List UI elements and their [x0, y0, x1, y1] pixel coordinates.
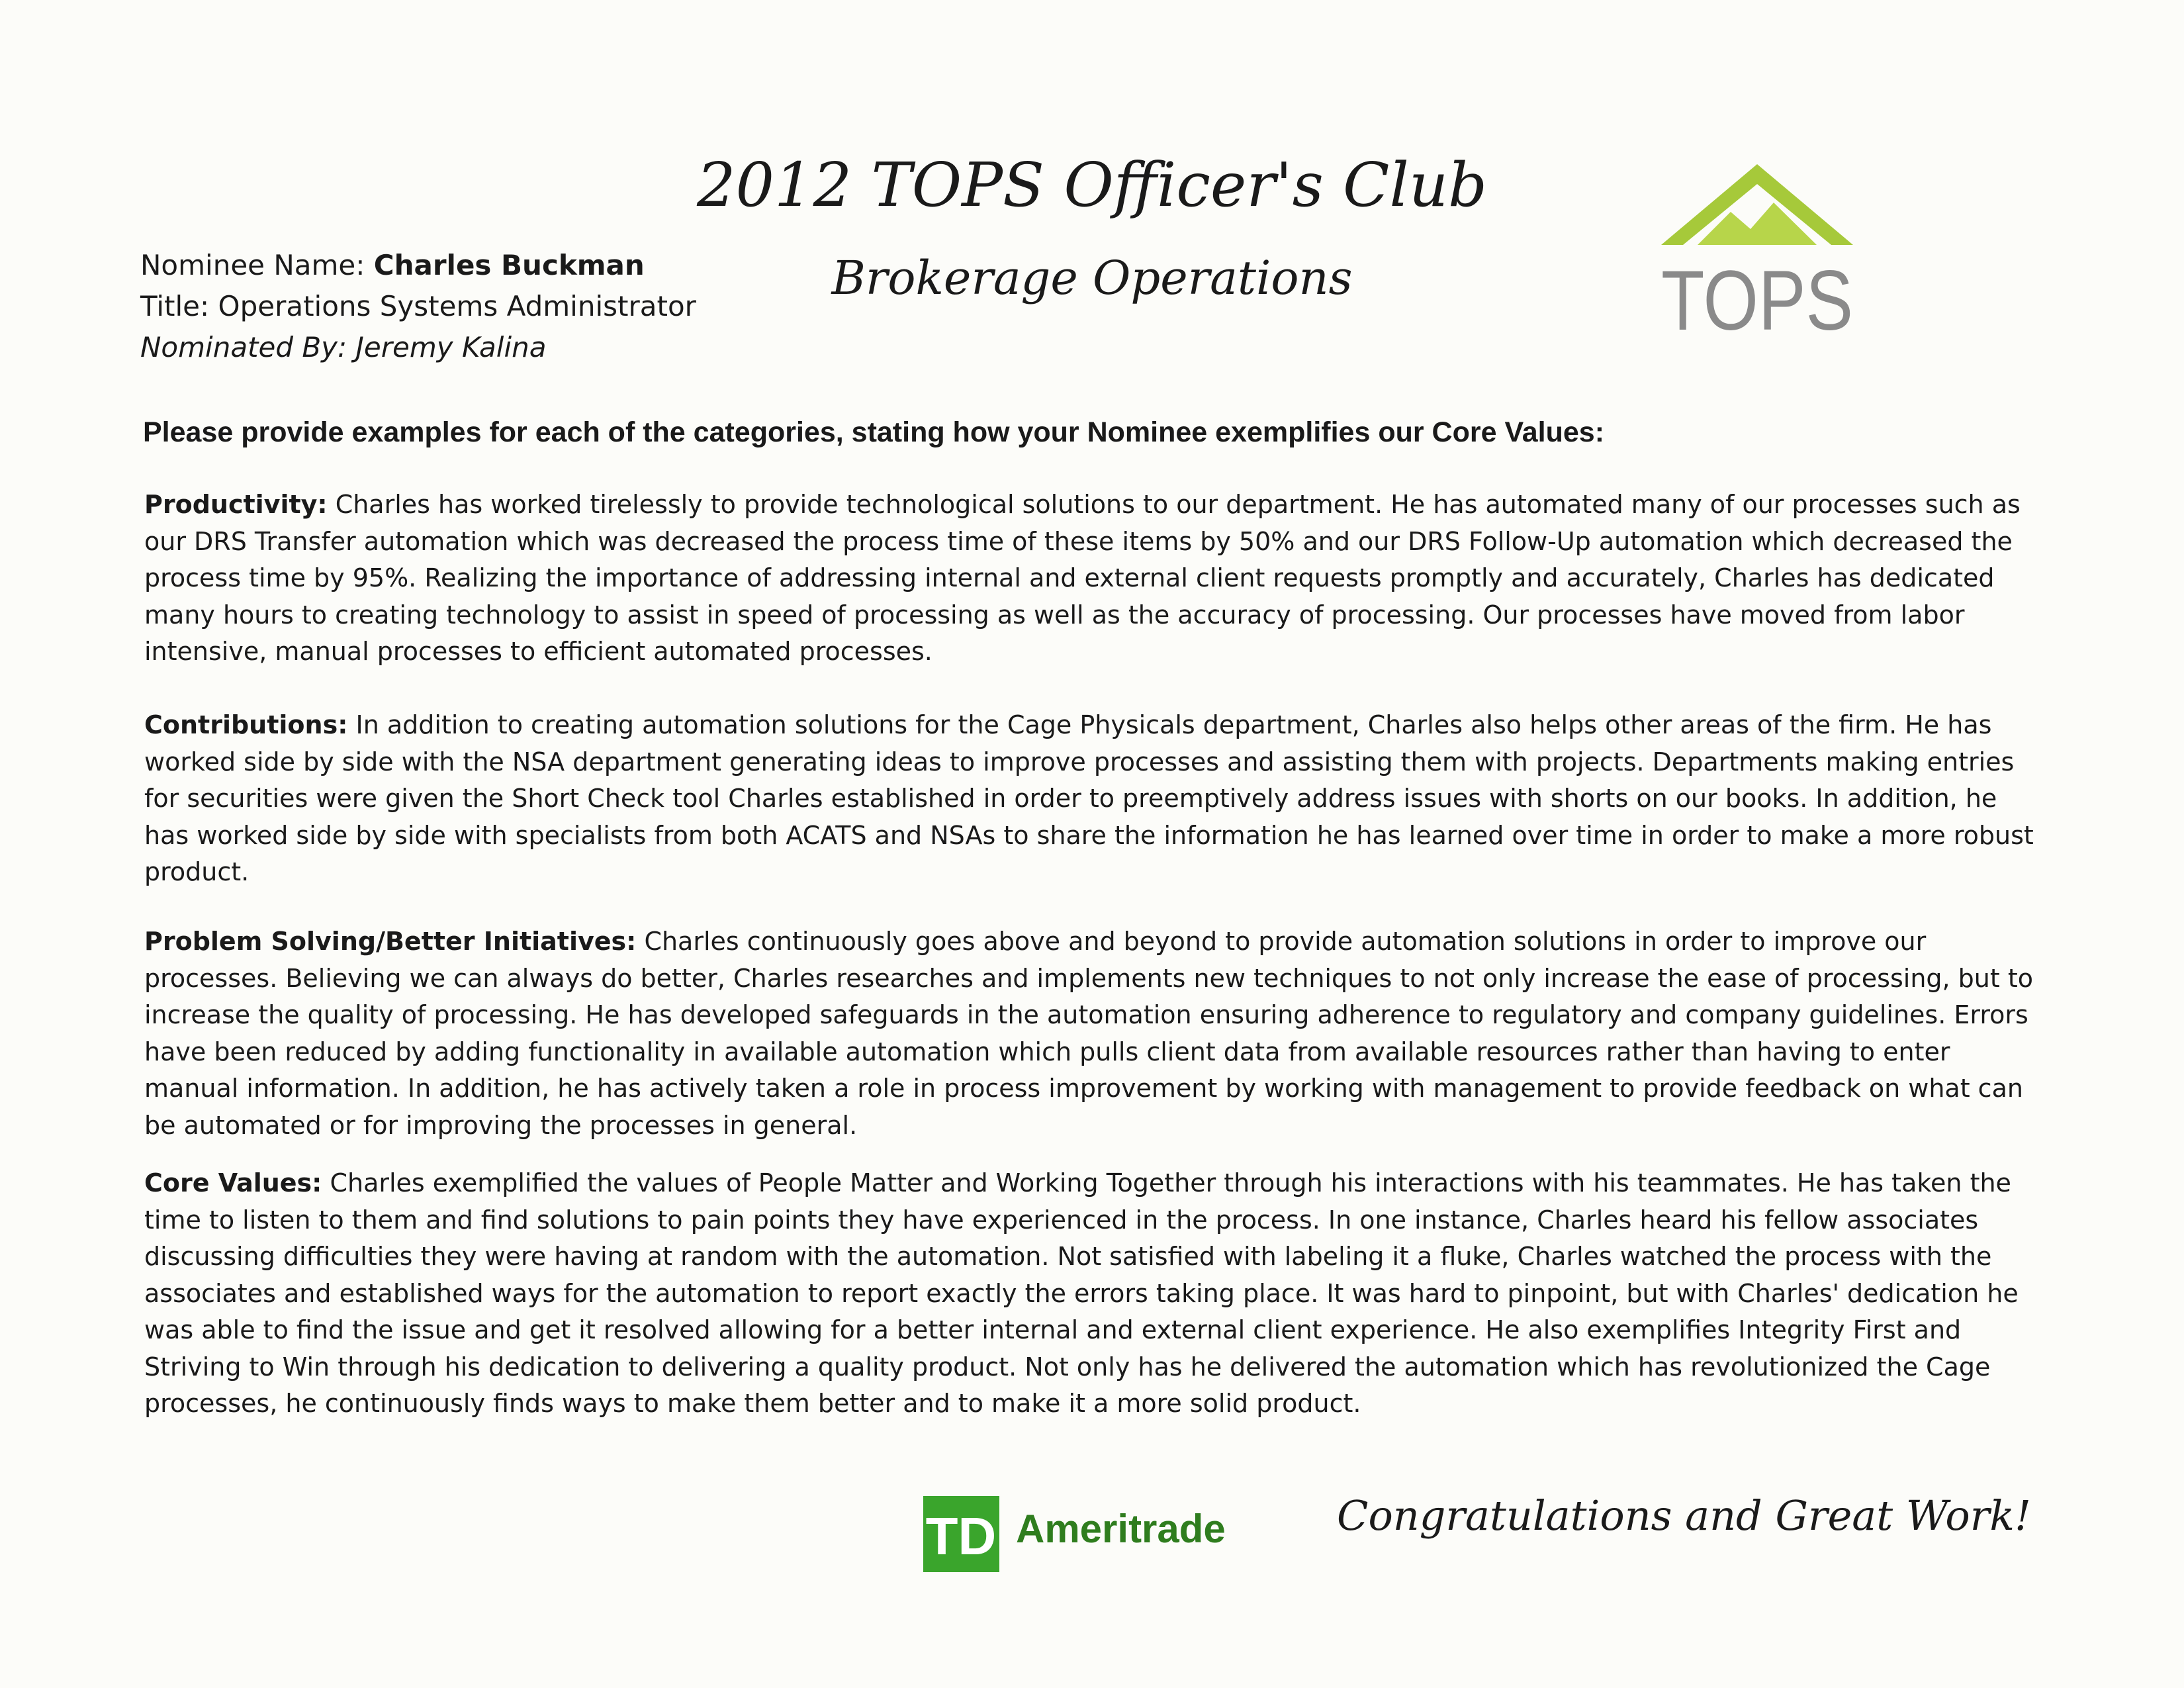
td-logo-text: TD: [925, 1507, 997, 1566]
closing-message: Congratulations and Great Work!: [1337, 1491, 2031, 1540]
nominee-label: Nominee Name:: [140, 249, 374, 281]
tops-logo-text: TOPS: [1661, 254, 1853, 348]
page-title: 2012 TOPS Officer's Club: [696, 150, 1488, 220]
nominee-info: [140, 245, 696, 368]
td-logo: [923, 1496, 999, 1572]
section-text: Charles exemplified the values of People Matter and Working Together through his interactions with his teammates. He has taken the time to listen to them and find solutions to pain points they have experienced in the process. In one instance, Charles heard his fellow associates discussing difficulties they were having at random with the automation. Not satisfied with labeling it a fluke, Charles watched the process with the associates and established ways for the automation to report exactly the errors taking place. It was hard to pinpoint, but with Charles' dedication he was able to find the issue and get it resolved allowing for a better internal and external client experience. He also exemplifies Integrity First and Striving to Win through his dedication to delivering a quality product. Not only has he delivered the automation which has revolutionized the Cage processes, he continuously finds ways to make them better and to make it a more solid product.: [144, 1168, 2019, 1418]
section-productivity: [144, 487, 2044, 671]
tops-logo: [1658, 164, 1856, 348]
section-core-values: [144, 1165, 2044, 1423]
section-text: Charles continuously goes above and beyond to provide automation solutions in order to improve our processes. Believing we can always do better, Charles researches and implements new techniques to not only increase the ease of processing, but to increase the quality of processing. He has developed safeguards in the automation ensuring adherence to regulatory and company guidelines. Errors have been reduced by adding functionality in available automation which pulls client data from available resources rather than having to enter manual information. In addition, he has actively taken a role in process improvement by working with management to provide feedback on what can be automated or for improving the processes in general.: [144, 927, 2034, 1140]
section-label: Core Values:: [144, 1168, 322, 1197]
nominated-by: Nominated By: Jeremy Kalina: [140, 331, 547, 363]
nominee-title: Title: Operations Systems Administrator: [140, 290, 696, 322]
nominee-name: Charles Buckman: [373, 249, 645, 281]
section-problem-solving: [144, 923, 2044, 1144]
instruction-heading: Please provide examples for each of the categories, stating how your Nominee exemplifies our Core Values:: [143, 416, 1605, 448]
section-label: Productivity:: [144, 490, 328, 519]
section-label: Contributions:: [144, 710, 348, 739]
section-contributions: [144, 707, 2044, 891]
company-name: Ameritrade: [1016, 1507, 1226, 1551]
section-label: Problem Solving/Better Initiatives:: [144, 927, 637, 956]
nominee-name-row: [140, 245, 696, 286]
section-text: Charles has worked tirelessly to provide technological solutions to our department. He has automated many of our processes such as our DRS Transfer automation which was decreased the process time of these items by 50% and our DRS Follow-Up automation which decreased the process time by 95%. Realizing the importance of addressing internal and external client requests promptly and accurately, Charles has dedicated many hours to creating technology to assist in speed of processing as well as the accuracy of processing. Our processes have moved from labor intensive, manual processes to efficient automated processes.: [144, 490, 2021, 666]
page-subtitle: Brokerage Operations: [831, 251, 1353, 305]
mountain-icon: [1661, 164, 1853, 245]
section-text: In addition to creating automation solutions for the Cage Physicals department, Charles also helps other areas of the firm. He has worked side by side with the NSA department generating ideas to improve processes and assisting them with projects. Departments making entries for securities were given the Short Check tool Charles established in order to preemptively address issues with shorts on our books. In addition, he has worked side by side with specialists from both ACATS and NSAs to share the information he has learned over time in order to make a more robust product.: [144, 710, 2034, 886]
